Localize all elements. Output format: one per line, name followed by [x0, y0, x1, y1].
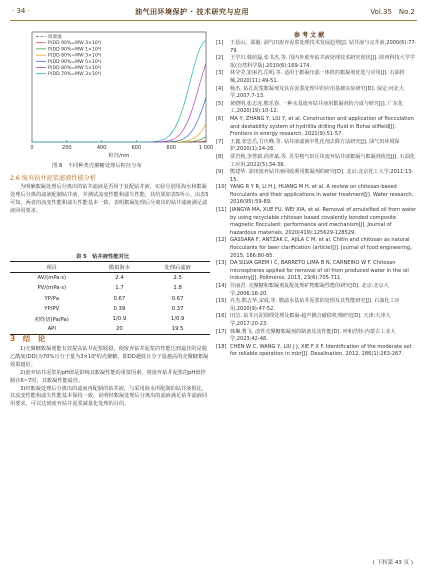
table-row	[10, 294, 210, 304]
reference-number: [10]	[216, 184, 227, 191]
reference-list	[216, 40, 417, 359]
reference-number: [8]	[216, 153, 224, 160]
reference-number: [4]	[216, 85, 224, 92]
reference-number: [18]	[216, 343, 227, 350]
table-row	[10, 283, 210, 293]
table-caption: 表 5 钻井液性能对比	[76, 254, 130, 260]
legend-label: P(DD 80%=MW 5×10⁶)	[48, 66, 102, 71]
reference-text: 王学川,韩煊磊,张书杰,等. 国内外废弃钻井液处理技术研究现状[J]. 陕西科技大学学报(自然科学版),2010(6):169-174.	[230, 55, 415, 69]
reference-item	[216, 344, 417, 359]
table-header: 模拟海水	[94, 262, 146, 273]
journal-title: 油气田环境保护 · 技术研究与应用	[135, 8, 250, 16]
table-cell: 0.37	[171, 305, 184, 312]
reference-item	[216, 207, 417, 237]
table-cell: YP/PV	[44, 305, 60, 312]
conclusions-text	[10, 346, 210, 409]
reference-number: [15]	[216, 298, 227, 305]
reference-number: [17]	[216, 328, 227, 335]
paragraph: 1)壳聚糖絮凝剂能有效提高钻井泥浆脱稳，使废弃钻井泥浆的性能达到最佳的是脱乙酰度(DD)为70%且分子量为3×10⁶的壳聚糖，即DD越低且分子量越高的壳聚糖絮凝效果越好。	[10, 346, 209, 368]
reference-text: GASSARA F, ANTZAK C, AJILA C M, et al. Chitin and chitosan as natural flocculants for beer clarification (article)[J]. Journal of food engineering, 2015, 166:80-85.	[230, 237, 412, 259]
paragraph: 为明确絮凝处理后分离出的钻井滤液是否用于复配钻井液，实验分别用海水和絮凝处理后分离的滤液配制钻井液，并测试流变性能和滤失性能，其结果如表5所示。由表5可知，两者的流变性能和滤失性能基本一致，表明絮凝处理后分离出的钻井滤液满足滤液回用要求。	[10, 184, 209, 214]
x-axis-label: 粒径/nm	[108, 153, 130, 159]
reference-number: [2]	[216, 55, 224, 62]
table-cell: 1/0.9	[170, 316, 185, 323]
figure-caption: 图 8 不同种类壳聚糖处理后粒径分布	[52, 163, 142, 169]
page-number: · 34 ·	[12, 7, 30, 15]
reference-number: [11]	[216, 207, 227, 214]
reference-item	[216, 116, 417, 139]
reference-item	[216, 329, 417, 344]
reference-item	[216, 313, 417, 328]
table-cell: 1.8	[173, 285, 182, 292]
reference-text: 黄晓明,张志虎,熊乐春. 一种水基废弃钻井液用絮凝剂的合成与研究[J]. 广东化工,2020(19):10-12.	[230, 100, 404, 115]
table-cell: 1/0.9	[112, 316, 127, 323]
reference-item	[216, 40, 417, 55]
paragraph: 3)经絮凝处理后分离出的滤液再配制的钻井液，与采用海水所配制的钻井液相比，其流变性能和滤失性能基本保持一致，说明经絮凝处理后分离出的滤液满足钻井滤液回用要求，可以达到废弃钻井泥浆减量化处理的目的。	[10, 385, 208, 408]
reference-number: [7]	[216, 138, 224, 145]
table-cell: 2.4	[115, 275, 124, 282]
reference-number: [1]	[216, 40, 224, 46]
reference-item	[216, 55, 417, 70]
series-line	[32, 124, 206, 142]
reference-item	[216, 283, 417, 298]
table-cell: AV/(mPa·s)	[37, 275, 67, 282]
reference-text: DA SILVA GREM I C, BARRETO LIMA B N, CARNEIRO W F. Chitosan microspheres applied for removal of oil from produced water in the oil industry[J]. Polímeros, 2013, 23(6):705-711.	[230, 260, 409, 282]
table-cell: YP/Pa	[44, 295, 59, 302]
reference-item	[216, 154, 417, 169]
table-row	[10, 304, 210, 314]
reference-number: [13]	[216, 260, 227, 267]
reference-text: MA Y, ZHANG Y, LIU Y, et al. Construction and application of flocculation and destability system of hydrillla drilling fluid in Bohai oilfield[J]. Frontiers in energy research, 2021(9):51-57.	[230, 115, 414, 138]
x-tick-label: 0	[30, 145, 34, 151]
reference-text: 王蓓山，邵毅. 油气田废弃泥浆处理技术发展趋势[J]. 钻井液与完井液,2000(6):77-79.	[230, 40, 417, 54]
x-tick-label: 200	[62, 145, 72, 151]
table-cell: 初终切(Pa/Pa)	[34, 317, 69, 324]
table-cell: 2.5	[173, 275, 182, 282]
table-cell: 19.5	[145, 324, 210, 335]
paragraph: 2)废弃钻井泥浆的pH值是影响其絮凝性能的重要因素，将废弃钻井泥浆的pH值控制在6~7时，其絮凝性能最佳。	[10, 369, 206, 384]
reference-text: 林莹莹,崔丽君,岳明,等. 适用于絮凝压滤一体机的絮凝剂优选与应用[J]. 石油机械,2020(11):49-51.	[230, 70, 405, 84]
table-cell: PV/(mPa·s)	[37, 285, 67, 292]
performance-table	[10, 261, 210, 335]
x-tick-label: 800	[166, 145, 176, 151]
reference-item	[216, 101, 417, 116]
section-3-title: 3 结 论	[10, 334, 46, 343]
reference-item	[216, 139, 417, 154]
reference-number: [14]	[216, 283, 227, 289]
reference-text: YANG R Y R, LI H J, HUANG M H, et al. A review on chitosan-based flocculants and their applications in water treatment[J]. Water research, 2016(95):59-89.	[230, 184, 414, 206]
reference-text: 贾君秋,李慧薪,尚世斌,等. 苏里格气田区块废弃钻井液絮凝与絮凝剂优选[J]. 石油化工应用,2022(5):34-36.	[230, 153, 415, 168]
x-tick-label: 600	[131, 145, 142, 151]
table-cell: 1.7	[115, 285, 124, 292]
reference-item	[216, 260, 417, 283]
legend-label: P(DD 90%=MW 1×10⁶)	[48, 47, 102, 53]
legend-label: P(DD 70%=MW 3×10⁶)	[48, 72, 102, 78]
references-title: 参 考 文 献	[294, 32, 325, 39]
x-tick-label: 400	[96, 145, 107, 151]
reference-number: [9]	[216, 169, 224, 176]
reference-item	[216, 237, 417, 260]
reference-text: CHEN W C, WANG Y, LIU J J, XIE F X F. Identification of the moderate set for reliable operation in mbr[J]. Desalination, 2012, 286(1):263-267.	[230, 343, 412, 358]
reference-number: [16]	[216, 313, 227, 320]
reference-item	[216, 70, 417, 85]
continued-note: ( 下转第 43 页 )	[372, 560, 413, 566]
reference-item	[216, 184, 417, 207]
table-cell: 0.39	[113, 305, 126, 312]
reference-text: 杨杰. 钻孔泥浆絮凝剂及其在泥浆处理中的应用基础实验研究[D]. 保定:河北大学,2007:7-13.	[230, 85, 404, 100]
table-header: 处理后滤液	[145, 262, 210, 273]
table-cell: API	[10, 324, 94, 335]
table-cell: 0.67	[171, 295, 184, 302]
table-header: 项目	[10, 262, 94, 273]
reference-number: [3]	[216, 70, 224, 77]
legend-label: P(DD 90%=MW 5×10⁶)	[48, 59, 102, 65]
reference-number: [6]	[216, 115, 224, 122]
reference-item	[216, 298, 417, 313]
series-line	[32, 98, 206, 143]
reference-number: [12]	[216, 237, 227, 244]
reference-text: 任丽君. 壳聚糖和絮凝剂复配处理矿物絮凝性能的研究[D]. 北京:北京大学,2006:16-20.	[230, 283, 389, 297]
reference-text: 王鑫,张忠岳,方庆峰,等. 钻井液滤液中乳化剂去除方法研究[J]. 油气田环境保护,2020(1):24-26.	[230, 138, 400, 153]
series-line	[32, 136, 206, 142]
reference-text: 熊建华. 油田废弃钻井液回收利用絮凝剂的研究[D]. 北京:北京化工大学,2011:13-15.	[230, 169, 414, 183]
legend-label: P(DD 90%=MW 3×10⁶)	[48, 41, 102, 47]
x-tick-label: 1 000	[198, 145, 214, 151]
legend-label: P(DD 80%=MW 3×10⁶)	[48, 53, 102, 59]
table-cell: 0.67	[113, 295, 126, 302]
reference-text: JIANGYA MA, XUE FU, WEI XIA, et al. Removal of emulsified oil from water by using recyclable chitosan based covalently bonded composite magnetic flocculant: performance and mechanism[J]. Journal of hazardous materials, 2020(419):125629-128529.	[230, 207, 417, 236]
table-row	[10, 314, 210, 324]
table-cell: 20	[94, 324, 146, 335]
section-2-6-title: 2.6 废弃钻井泥浆滤液性能分析	[10, 175, 97, 182]
section-2-6-text	[10, 184, 210, 216]
reference-item	[216, 169, 417, 184]
table-row	[10, 273, 210, 284]
particle-size-chart	[10, 30, 214, 165]
reference-number: [5]	[216, 100, 224, 107]
reference-text: 田洁. 钻井污泥调理处理及絮凝-超声耦合破稳机理研究[D]. 天津:天津大学,2017:20-23.	[230, 313, 391, 327]
reference-text: 许杰,熊志华,宋成,等. 膜滤水基钻井泥浆的处理及其性能研究[J]. 石油化工应用,2020(9):47-52.	[230, 298, 400, 312]
volume-info: Vol.35 No.2	[370, 8, 415, 16]
reference-text: 韩琳,曹飞. 改性壳聚糖絮凝剂的制备及其性能[D]. 呼和浩特:内蒙古工业大学,2023:42-48.	[230, 328, 396, 343]
legend-label: 原废液	[48, 35, 62, 40]
reference-item	[216, 86, 417, 101]
page-header	[10, 6, 417, 21]
